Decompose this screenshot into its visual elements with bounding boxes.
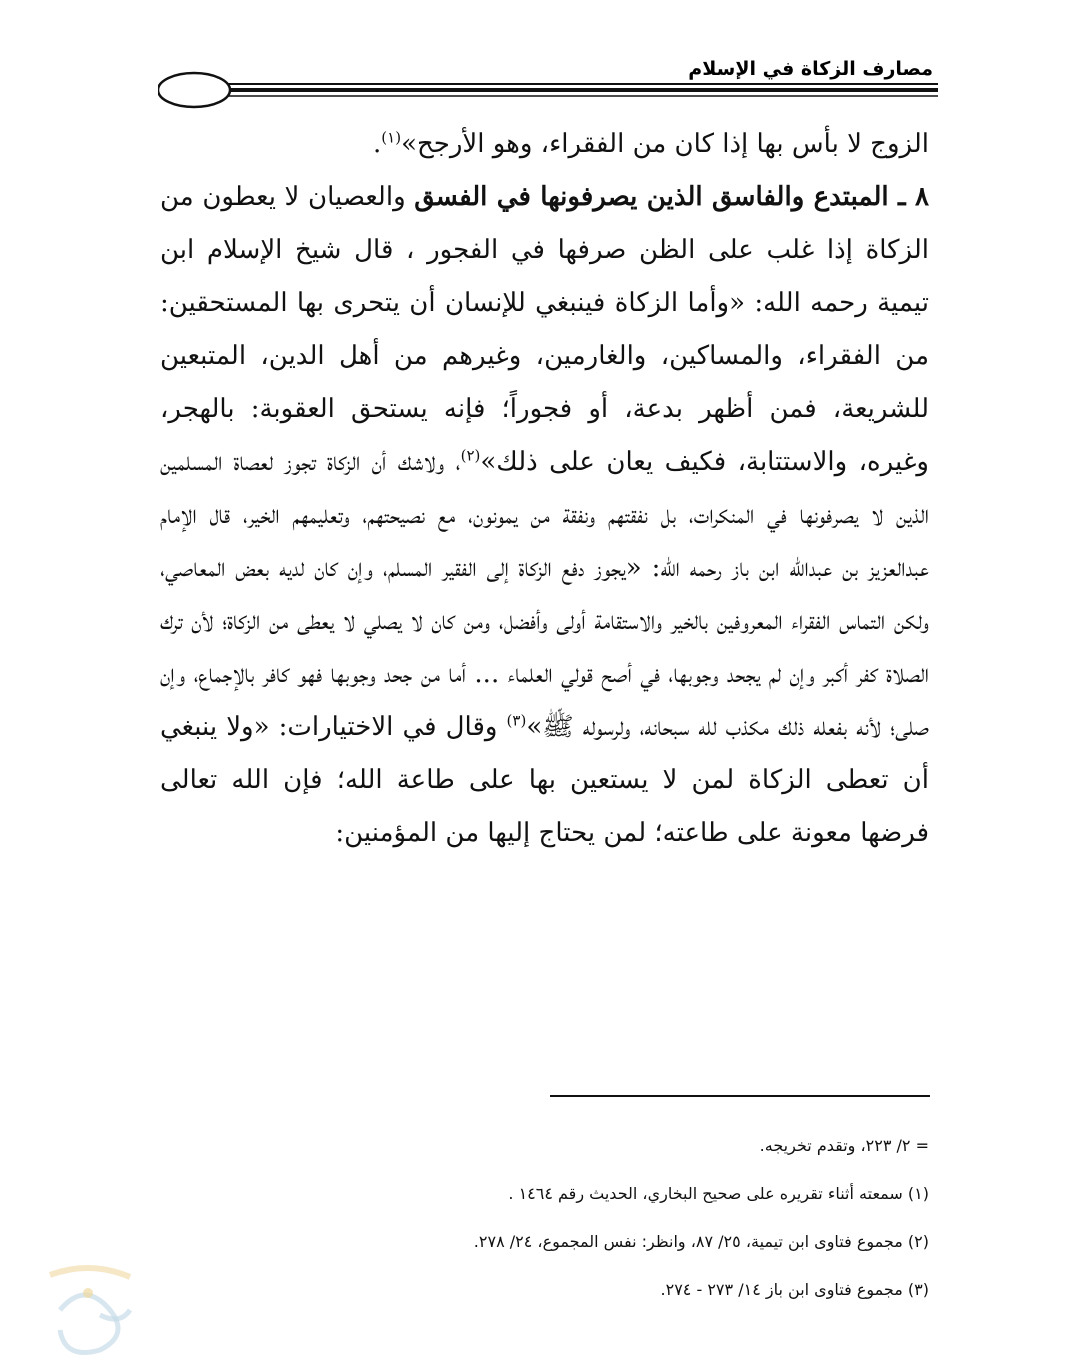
footnotes — [160, 1122, 929, 1314]
footnote-2: (٢) مجموع فتاوى ابن تيمية، ٢٥/ ٨٧، وانظر: نفس المجموع، ٢٤/ ٢٧٨. — [473, 1232, 929, 1251]
intro-paragraph — [160, 118, 929, 171]
footnote-1: (١) سمعته أثناء تقريره على صحيح البخاري، الحديث رقم ١٤٦٤ . — [508, 1184, 929, 1203]
section-heading: ٨ ـ المبتدع والفاسق الذين يصرفونها في الفسق — [414, 182, 930, 212]
main-body-text — [160, 118, 929, 860]
header-ornament-rule — [158, 70, 938, 120]
intro-end: . — [373, 129, 382, 159]
footnote-ref-1[interactable]: (١) — [381, 128, 402, 147]
footnote-ref-2[interactable]: (٢) — [460, 446, 481, 465]
footnote-3: (٣) مجموع فتاوى ابن باز ١٤/ ٢٧٣ - ٢٧٤. — [660, 1280, 929, 1299]
section-8-paragraph — [160, 171, 929, 860]
section-text-3: وقال في الاختيارات: «ولا ينبغي أن تعطى الزكاة لمن لا يستعين بها على طاعة الله؛ فإن الله تعالى فرضها معونة على طاعته؛ لمن يحتاج إليها من المؤمنين: — [160, 712, 929, 848]
footnote-continued: = ٢/ ٢٢٣، وتقدم تخريجه. — [759, 1136, 929, 1155]
section-text-2: ، ولاشك أن الزكاة تجوز لعصاة المسلمين الذين لا يصرفونها في المنكرات، بل نفقتهم ونفقة من يمونون، مع نصيحتهم، وتعليمهم الخير، قال الإمام عبدالعزيز بن عبدالله ابن باز رحمه الله: «يجوز دفع الزكاة إلى الفقير المسلم، وإن كان لديه بعض المعاصي، ولكن التماس الفقراء المعروفين بالخير والاستقامة أولى وأفضل، ومن كان لا يصلي لا يعطى من الزكاة؛ لأن ترك الصلاة كفر أكبر وإن لم يجحد وجوبها، في أصح قولي العلماء ... أما من جحد وجوبها فهو كافر بالإجماع، وإن صلى؛ لأنه بفعله ذلك مكذب لله سبحانه، ولرسوله ﷺ» — [160, 447, 929, 742]
running-header-title: مصارف الزكاة في الإسلام — [688, 58, 933, 80]
section-text-1: والعصيان لا يعطون من الزكاة إذا غلب على الظن صرفها في الفجور ، قال شيخ الإسلام ابن تيمية رحمه الله: «وأما الزكاة فينبغي للإنسان أن يتحرى بها المستحقين: من الفقراء، والمساكين، والغارمين، وغيرهم من أهل الدين، المتبعين للشريعة، فمن أظهر بدعة، أو فجوراً؛ فإنه يستحق العقوبة: بالهجر، وغيره، والاستتابة، فكيف يعان على ذلك» — [160, 182, 929, 477]
footnote-ref-3[interactable]: (٣) — [506, 711, 527, 730]
intro-text: الزوج لا بأس بها إذا كان من الفقراء، وهو الأرجح» — [401, 129, 929, 159]
footnote-separator — [550, 1095, 930, 1097]
publisher-logo-icon — [30, 1255, 150, 1365]
